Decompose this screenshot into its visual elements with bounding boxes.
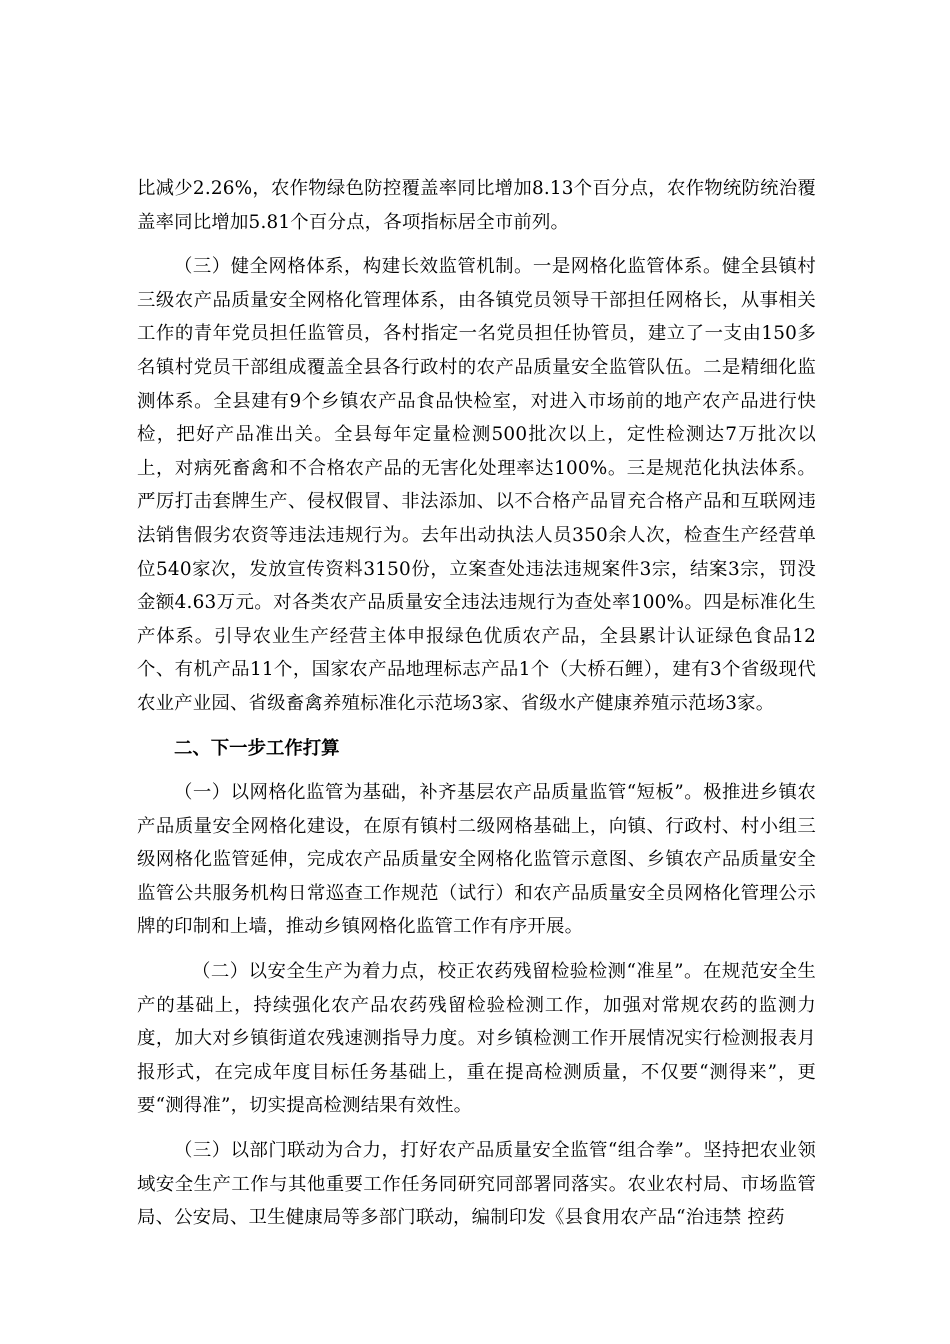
paragraph-grid-system: （三）健全网格体系，构建长效监管机制。一是网格化监管体系。健全县镇村三级农产品质量安全网格化管理体系，由各镇党员领导干部担任网格长，从事相关工作的青年党员担任监管员，各村指定一名党员担任协管员，建立了一支由150多名镇村党员干部组成覆盖全县各行政村的农产品质量安全监管队伍。二是精细化监测体系。全县建有9个乡镇农产品食品快检室，对进入市场前的地产农产品进行快检，把好产品准出关。全县每年定量检测500批次以上，定性检测达7万批次以上，对病死畜禽和不合格农产品的无害化处理率达100%。三是规范化执法体系。严厉打击套牌生产、侵权假冒、非法添加、以不合格产品冒充合格产品和互联网违法销售假劣农资等违法违规行为。去年出动执法人员350余人次，检查生产经营单位540家次，发放宣传资料3150份，立案查处违法违规案件3宗，结案3宗，罚没金额4.63万元。对各类农产品质量安全违法违规行为查处率100%。四是标准化生产体系。引导农业生产经营主体申报绿色优质农产品，全县累计认证绿色食品12个、有机产品11个，国家农产品地理标志产品1个（大桥石鲤），建有3个省级现代农业产业园、省级畜禽养殖标准化示范场3家、省级水产健康养殖示范场3家。 <box>137 256 816 714</box>
paragraph-continuation: 比减少2.26%，农作物绿色防控覆盖率同比增加8.13个百分点，农作物统防统治覆盖率同比增加5.81个百分点，各项指标居全市前列。 <box>137 178 816 233</box>
section-heading-next-steps: 二、下一步工作打算 <box>174 737 340 759</box>
paragraph-department-linkage: （三）以部门联动为合力，打好农产品质量安全监管“组合拳”。坚持把农业领域安全生产工作与其他重要工作任务同研究同部署同落实。农业农村局、市场监管局、公安局、卫生健康局等多部门联动，编制印发《县食用农产品“治违禁 控药 <box>137 1140 816 1229</box>
paragraph-grid-supervision: （一）以网格化监管为基础，补齐基层农产品质量监管“短板”。极推进乡镇农产品质量安全网格化建设，在原有镇村二级网格基础上，向镇、行政村、村小组三级网格化监管延伸，完成农产品质量安全网格化监管示意图、乡镇农产品质量安全监管公共服务机构日常巡查工作规范（试行）和农产品质量安全员网格化管理公示牌的印制和上墙，推动乡镇网格化监管工作有序开展。 <box>137 782 816 938</box>
paragraph-pesticide-testing: （二）以安全生产为着力点，校正农药残留检验检测“准星”。在规范安全生产的基础上，持续强化农产品农药残留检验检测工作，加强对常规农药的监测力度，加大对乡镇街道农残速测指导力度。对乡镇检测工作开展情况实行检测报表月报形式，在完成年度目标任务基础上，重在提高检测质量，不仅要“测得来”，更要“测得准”，切实提高检测结果有效性。 <box>137 961 816 1117</box>
